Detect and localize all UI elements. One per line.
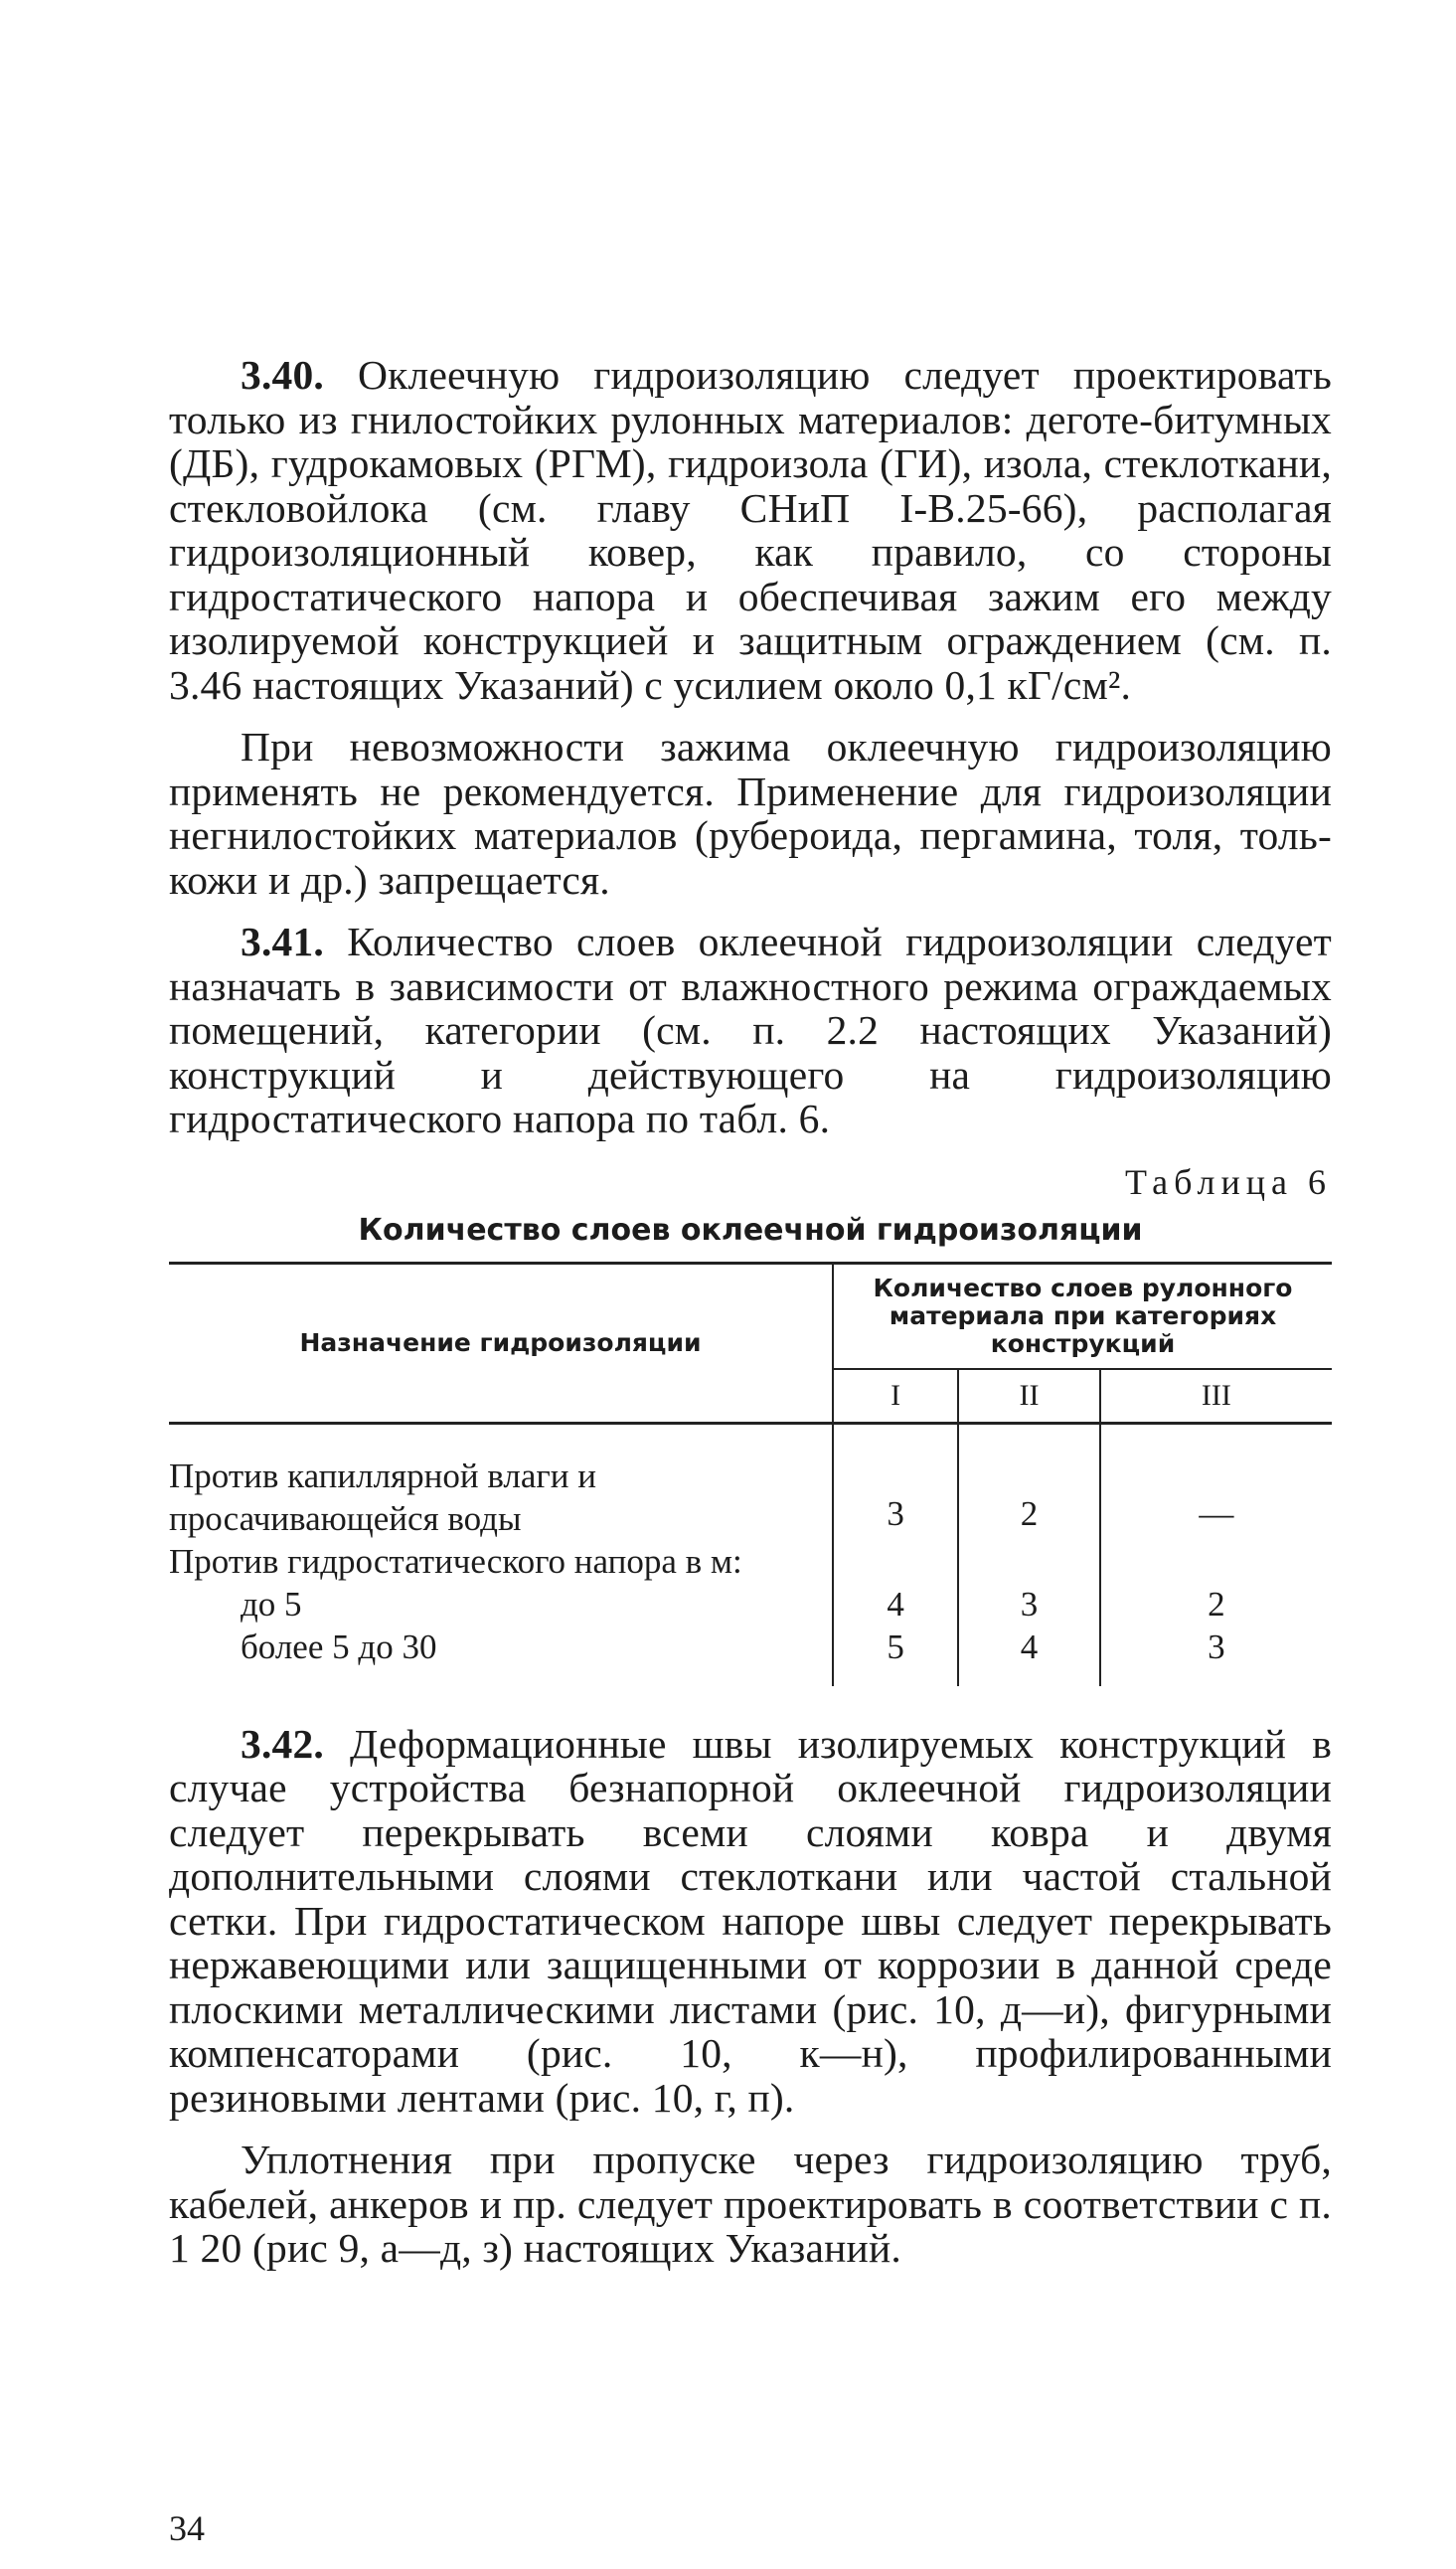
cell-value: 2 xyxy=(958,1423,1099,1540)
cell-value: 2 xyxy=(1100,1583,1332,1626)
header-purpose: Назначение гидроизоляции xyxy=(169,1263,833,1423)
header-layers: Количество слоев рулонного материала при категориях конструкций xyxy=(833,1263,1332,1369)
paragraph-3-40 xyxy=(169,353,1332,707)
paragraph-text: Оклеечную гидроизоляцию следует проектировать только из гнилостойких рулонных материалов: деготе-битумных (ДБ), гудрокамовых (РГМ), гидроизола (ГИ), изола, стеклоткани, стекловойлока (см. главу СНиП I-В.25-66), располагая гидроизоляционный ковер, как правило, со стороны гидростатического напора и обеспечивая зажим его между изолируемой конструкцией и защитным ограждением (см. п. 3.46 настоящих Указаний) с усилием около 0,1 кГ/см². xyxy=(169,352,1332,708)
paragraph-3-42-cont: Уплотнения при пропуске через гидроизоляцию труб, кабелей, анкеров и пр. следует проектировать в соответствии с п. 1 20 (рис 9, а—д, з) настоящих Указаний. xyxy=(169,2137,1332,2271)
table-caption: Таблица 6 xyxy=(1125,1161,1332,1202)
row-label: до 5 xyxy=(241,1584,302,1624)
layers-table xyxy=(169,1262,1332,1686)
header-category-3: III xyxy=(1100,1369,1332,1424)
section-number: 3.40. xyxy=(241,352,324,398)
cell-value: 3 xyxy=(1100,1626,1332,1686)
row-label: Против гидростатического напора в м: xyxy=(169,1541,742,1581)
header-category-1: I xyxy=(833,1369,958,1424)
cell-value: 4 xyxy=(833,1583,958,1626)
table-title: Количество слоев оклеечной гидроизоляции xyxy=(358,1212,1143,1248)
cell-value: 4 xyxy=(958,1626,1099,1686)
cell-value: 3 xyxy=(833,1423,958,1540)
table-row xyxy=(169,1583,1332,1626)
paragraph-3-41 xyxy=(169,920,1332,1141)
paragraph-text: Деформационные швы изолируемых конструкций в случае устройства безнапорной оклеечной гидроизоляции следует перекрывать всеми слоями ковра и двумя дополнительными слоями стеклоткани или частой стальной сетки. При гидростатическом напоре швы следует перекрывать нержавеющими или защищенными от коррозии в данной среде плоскими металлическими листами (рис. 10, д—и), фигурными компенсаторами (рис. 10, к—н), профилированными резиновыми лентами (рис. 10, г, п). xyxy=(169,1720,1332,2121)
paragraph-text: Количество слоев оклеечной гидроизоляции следует назначать в зависимости от влажностного режима ограждаемых помещений, категории (см. п. 2.2 настоящих Указаний) конструкций и действующего на гидроизоляцию гидростатического напора по табл. 6. xyxy=(169,919,1332,1141)
paragraph-3-42 xyxy=(169,1722,1332,2121)
paragraph-3-40-cont: При невозможности зажима оклеечную гидроизоляцию применять не рекомендуется. Применение для гидроизоляции негнилостойких материалов (рубероида, пергамина, толя, толь-кожи и др.) запрещается. xyxy=(169,724,1332,903)
header-category-2: II xyxy=(958,1369,1099,1424)
cell-value: 5 xyxy=(833,1626,958,1686)
section-number: 3.41. xyxy=(241,919,324,964)
row-label: Против капиллярной влаги и просачивающейся воды xyxy=(169,1456,596,1538)
table-row xyxy=(169,1423,1332,1540)
table-row xyxy=(169,1540,1332,1583)
cell-value: 3 xyxy=(958,1583,1099,1626)
row-label: более 5 до 30 xyxy=(241,1627,437,1666)
cell-value: — xyxy=(1100,1423,1332,1540)
document-page xyxy=(169,353,1332,2271)
table-row xyxy=(169,1626,1332,1686)
section-number: 3.42. xyxy=(241,1720,324,1767)
page-number: 34 xyxy=(169,2508,205,2548)
